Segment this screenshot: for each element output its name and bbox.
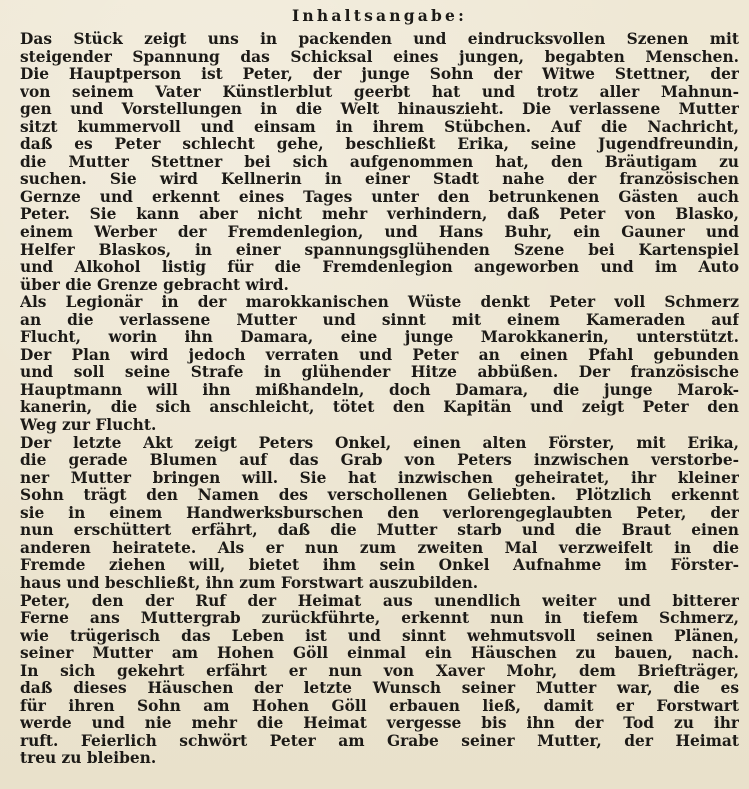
document-body (20, 31, 739, 768)
text-line: die gerade Blumen auf das Grab von Peters inzwischen verstorbe- (20, 452, 739, 470)
text-line: wie trügerisch das Leben ist und sinnt wehmutsvoll seinen Plänen, (20, 627, 739, 645)
paragraph (20, 31, 739, 294)
text-line: Der Plan wird jedoch verraten und Peter an einen Pfahl gebunden (20, 346, 739, 364)
text-line: Das Stück zeigt uns in packenden und eindrucksvollen Szenen mit (20, 31, 739, 48)
text-line: Die Hauptperson ist Peter, der junge Sohn der Witwe Stettner, der (20, 66, 739, 84)
text-line: über die Grenze gebracht wird. (20, 276, 289, 294)
paragraph (20, 435, 739, 593)
text-line: und Alkohol listig für die Fremdenlegion angeworben und im Auto (20, 259, 739, 277)
text-line: seiner Mutter am Hohen Göll einmal ein Häuschen zu bauen, nach. (20, 645, 739, 663)
text-line: und soll seine Strafe in glühender Hitze abbüßen. Der französische (20, 364, 739, 382)
text-line: daß dieses Häuschen der letzte Wunsch seiner Mutter war, die es (20, 680, 739, 698)
text-line: von seinem Vater Künstlerblut geerbt hat und trotz aller Mahnun- (20, 83, 739, 101)
text-line: treu zu bleiben. (20, 750, 157, 768)
document-title: Inhaltsangabe: (291, 6, 468, 25)
text-line: steigender Spannung das Schicksal eines jungen, begabten Menschen. (20, 48, 739, 66)
text-line: sie in einem Handwerksburschen den verlorengeglaubten Peter, der (20, 504, 739, 522)
text-line: Peter. Sie kann aber nicht mehr verhindern, daß Peter von Blasko, (20, 206, 739, 224)
text-line: Sohn trägt den Namen des verschollenen Geliebten. Plötzlich erkennt (20, 487, 739, 505)
text-line: Peter, den der Ruf der Heimat aus unendlich weiter und bitterer (20, 592, 739, 610)
paragraph (20, 593, 739, 768)
text-line: nun erschüttert erfährt, daß die Mutter starb und die Braut einen (20, 522, 739, 540)
text-line: Fremde ziehen will, bietet ihm sein Onkel Aufnahme im Förster- (20, 557, 739, 575)
text-line: für ihren Sohn am Hohen Göll erbauen ließ, damit er Forstwart (20, 697, 739, 715)
text-line: Hauptmann will ihn mißhandeln, doch Damara, die junge Marok- (20, 381, 739, 399)
text-line: anderen heiratete. Als er nun zum zweiten Mal verzweifelt in die (20, 539, 739, 557)
text-line: Weg zur Flucht. (20, 417, 157, 435)
text-line: an die verlassene Mutter und sinnt mit einem Kameraden auf (20, 311, 739, 329)
text-line: die Mutter Stettner bei sich aufgenommen hat, den Bräutigam zu (20, 153, 739, 171)
text-line: ruft. Feierlich schwört Peter am Grabe seiner Mutter, der Heimat (20, 732, 739, 750)
text-line: sitzt kummervoll und einsam in ihrem Stübchen. Auf die Nachricht, (20, 118, 739, 136)
text-line: Als Legionär in der marokkanischen Wüste denkt Peter voll Schmerz (20, 294, 739, 312)
text-line: kanerin, die sich anschleicht, tötet den Kapitän und zeigt Peter den (20, 399, 739, 417)
text-line: einem Werber der Fremdenlegion, und Hans Buhr, ein Gauner und (20, 224, 739, 242)
text-line: haus und beschließt, ihn zum Forstwart auszubilden. (20, 574, 479, 592)
text-line: Flucht, worin ihn Damara, eine junge Marokkanerin, unterstützt. (20, 329, 739, 347)
text-line: Helfer Blaskos, in einer spannungsglühenden Szene bei Kartenspiel (20, 241, 739, 259)
text-line: werde und nie mehr die Heimat vergesse bis ihn der Tod zu ihr (20, 715, 739, 733)
text-line: daß es Peter schlecht gehe, beschließt Erika, seine Jugendfreundin, (20, 136, 739, 154)
text-line: Gernze und erkennt eines Tages unter den betrunkenen Gästen auch (20, 188, 739, 206)
text-line: suchen. Sie wird Kellnerin in einer Stadt nahe der französischen (20, 171, 739, 189)
text-line: gen und Vorstellungen in die Welt hinauszieht. Die verlassene Mutter (20, 101, 739, 119)
text-line: Der letzte Akt zeigt Peters Onkel, einen alten Förster, mit Erika, (20, 434, 739, 452)
text-line: Ferne ans Muttergrab zurückführte, erkennt nun in tiefem Schmerz, (20, 610, 739, 628)
text-line: ner Mutter bringen will. Sie hat inzwischen geheiratet, ihr kleiner (20, 469, 739, 487)
text-line: In sich gekehrt erfährt er nun von Xaver Mohr, dem Briefträger, (20, 662, 739, 680)
paragraph (20, 294, 739, 434)
